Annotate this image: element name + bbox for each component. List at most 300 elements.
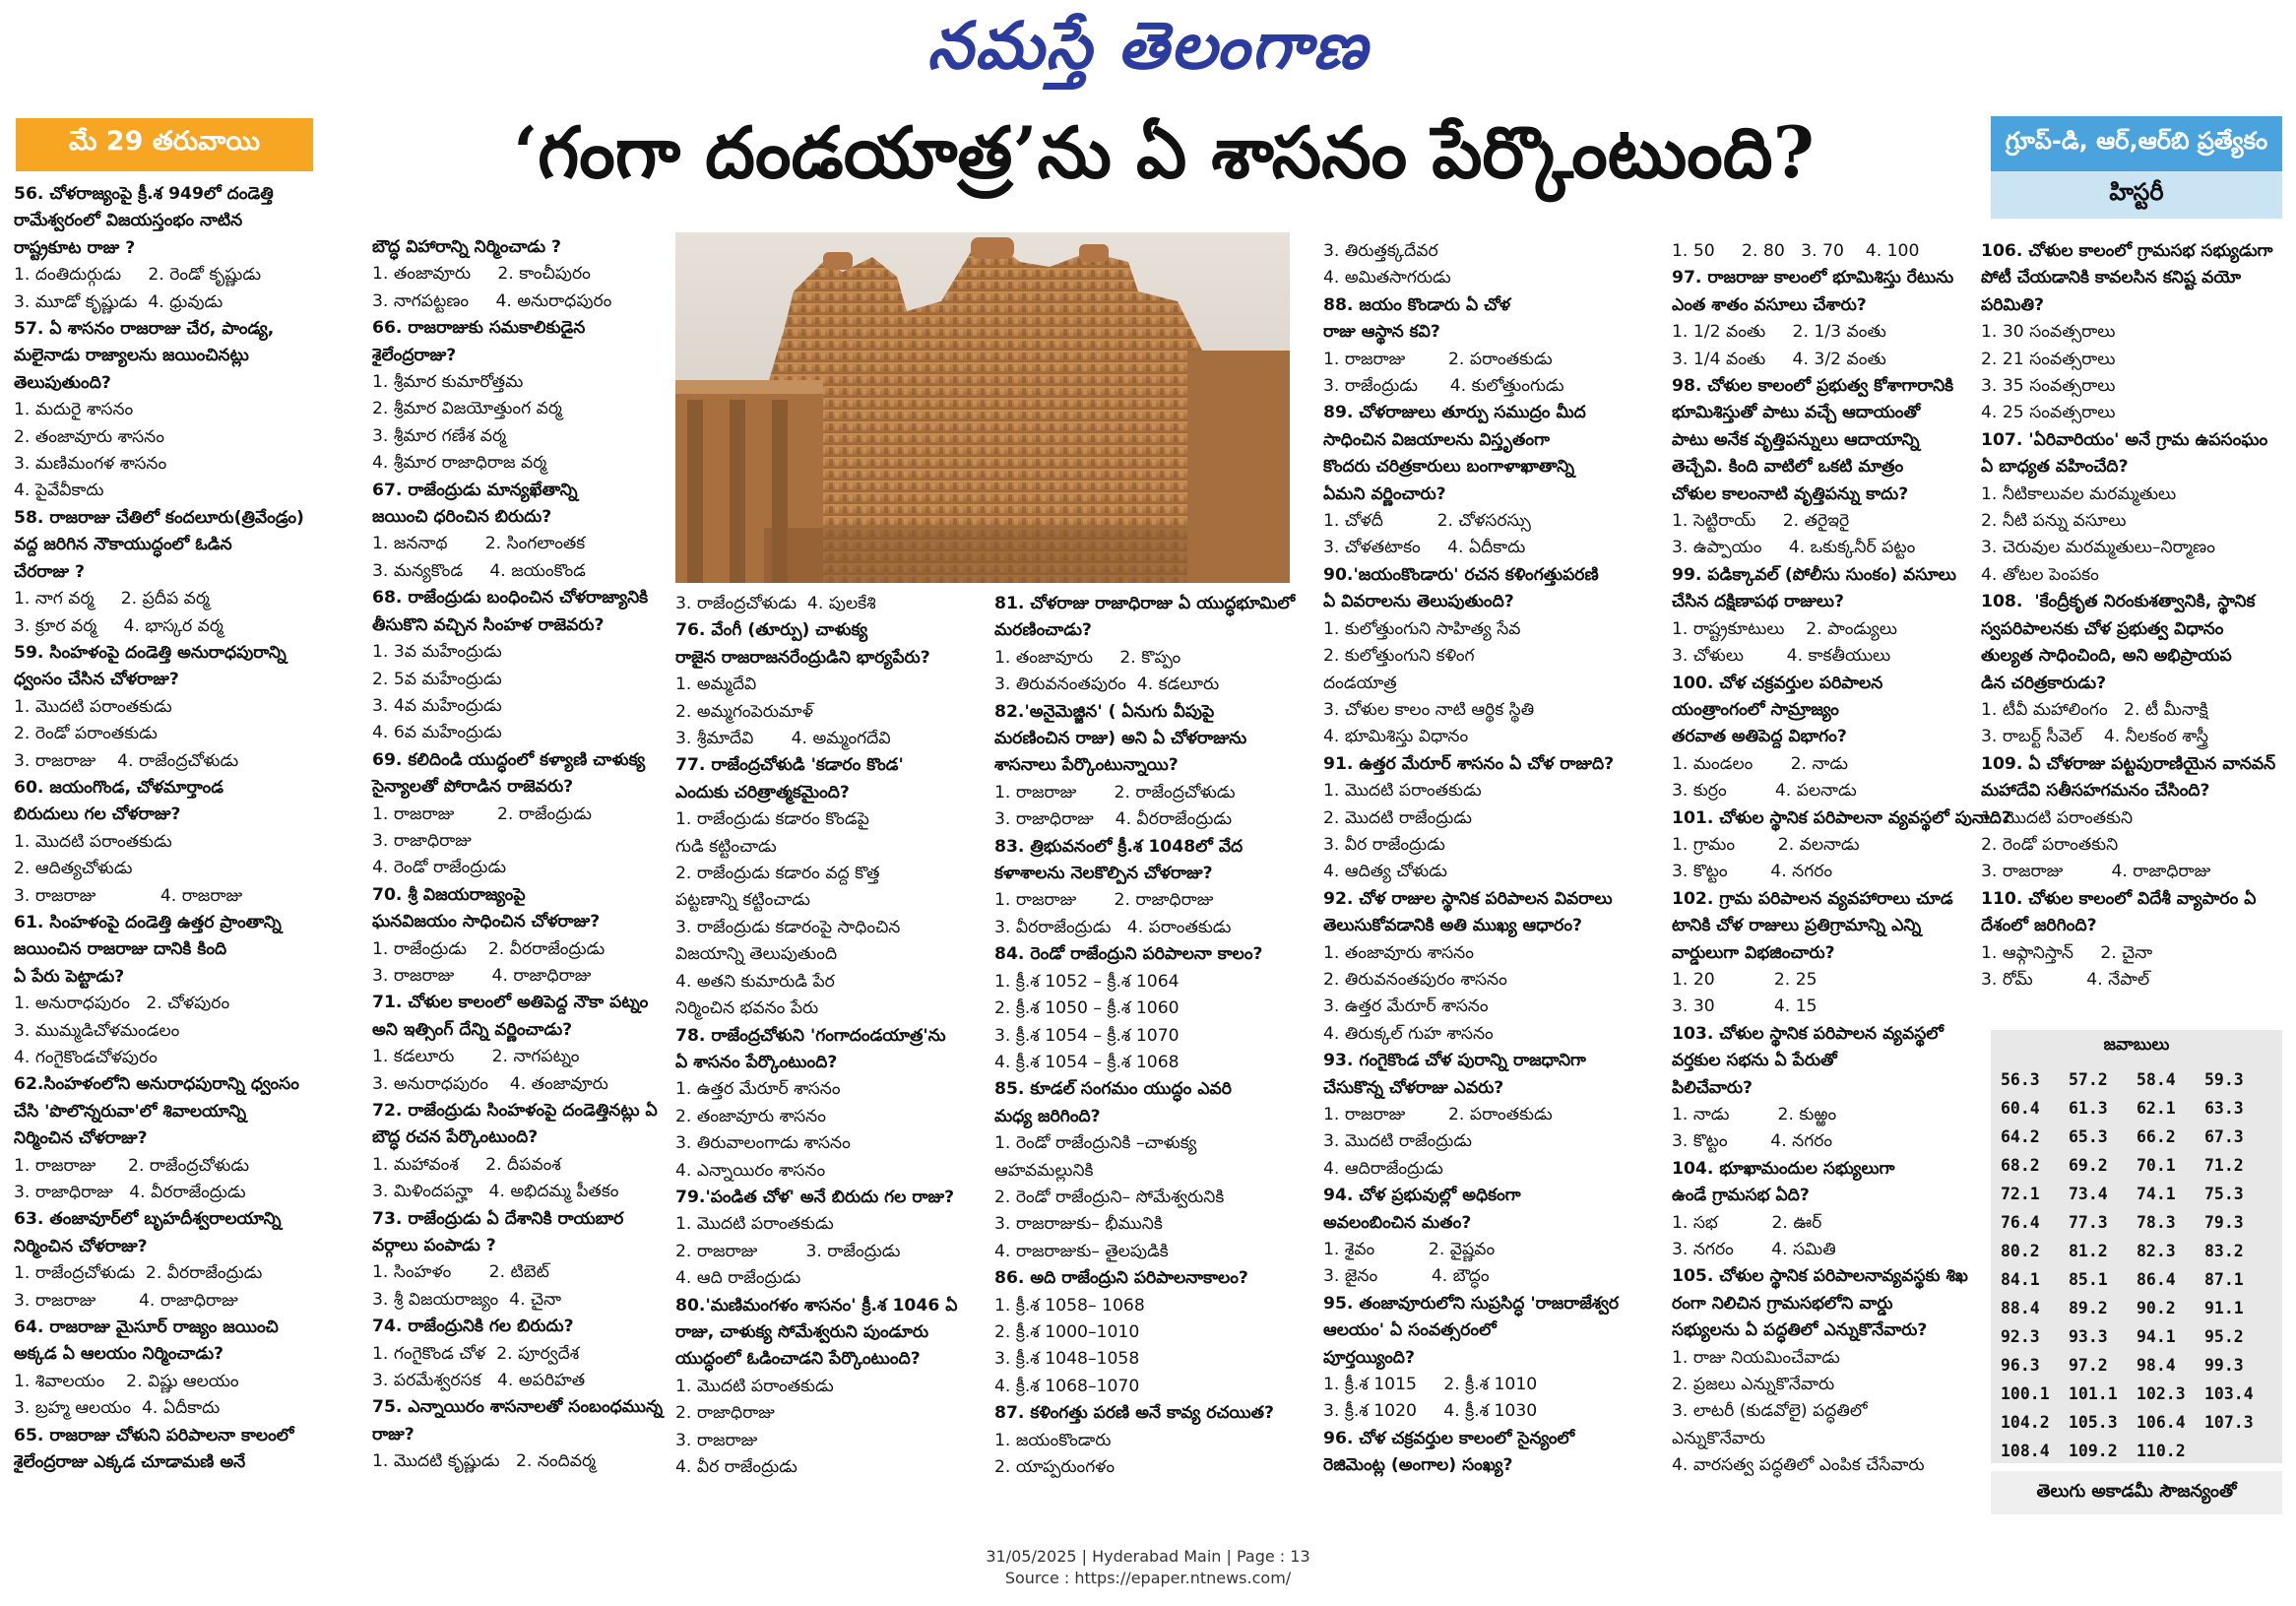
option-text-line: 3. రోమ్ 4. నేపాల్ — [1981, 969, 2150, 990]
question-text-line: తెచ్చేవి. కింది వాటిలో ఒకటి మాత్రం — [1672, 457, 1904, 478]
answer-cell: 83.2 — [2204, 1242, 2244, 1260]
answer-cell: 106.4 — [2137, 1413, 2186, 1432]
option-text-line: 2. తంజావూరు శాసనం — [14, 426, 164, 447]
option-text-line: 3. క్రీ.శ 1054 – క్రీ.శ 1070 — [994, 1025, 1180, 1046]
question-text-line: 87. కళింగత్తు పరణి అనే కావ్య రచయిత? — [994, 1403, 1274, 1424]
option-text-line: 1. రాజు నియమించేవాడు — [1672, 1347, 1840, 1368]
page-footer — [0, 1546, 2296, 1589]
option-text-line: 3. అనురాధపురం 4. తంజావూరు — [372, 1073, 608, 1094]
question-text-line: బిరుదులు గల చోళరాజు? — [14, 804, 181, 825]
option-text-line: 2. రెండో పరాంతకుని — [1981, 834, 2119, 855]
continuation-tag: మే 29 తరువాయి — [16, 118, 313, 171]
answer-cell: 96.3 — [2001, 1356, 2040, 1375]
question-text-line: 110. చోళుల కాలంలో విదేశీ వ్యాపారం ఏ — [1981, 888, 2257, 909]
option-text-line: 3. తిరువాలంగాడు శాసనం — [675, 1133, 851, 1154]
option-text-line: 2. ప్రజలు ఎన్నుకొనేవారు — [1672, 1375, 1835, 1395]
answer-cell: 105.3 — [2069, 1413, 2118, 1432]
question-text-line: బౌద్ధ విహారాన్ని నిర్మించాడు ? — [372, 237, 562, 257]
option-text-line: 2. శ్రీమార విజయోత్తుంగ వర్మ — [372, 399, 562, 419]
question-text-line: 102. గ్రామ పరిపాలన వ్యవహారాలు చూడ — [1672, 888, 1953, 909]
question-text-line: చోళుల కాలంనాటి వృత్తిపన్ను కాదు? — [1672, 483, 1909, 504]
question-text-line: రంగా నిలిచిన గ్రామసభలోని వార్డు — [1672, 1293, 1893, 1314]
footer-edition-line: 31/05/2025 | Hyderabad Main | Page : 13 — [986, 1547, 1310, 1566]
question-text-line: డిన చరిత్రకారుడు? — [1981, 673, 2107, 693]
question-text-line: 78. రాజేంద్రచోళుని 'గంగాదండయాత్ర'ను — [675, 1025, 946, 1046]
answer-cell: 66.2 — [2137, 1127, 2176, 1146]
option-text-line: 1. దంతిదుర్గుడు 2. రెండో కృష్ణుడు — [14, 265, 262, 286]
answer-cell: 62.1 — [2137, 1099, 2176, 1118]
option-text-line: 3. 35 సంవత్సరాలు — [1981, 376, 2116, 397]
question-text-line: మలైనాడు రాజ్యాలను జయించినట్లు — [14, 346, 249, 366]
question-column-1 — [14, 181, 358, 1477]
question-text-line: వర్తకుల సభను ఏ పేరుతో — [1672, 1051, 1837, 1071]
answer-cell: 77.3 — [2069, 1213, 2108, 1232]
question-text-line: 79.'పండిత చోళ' అనే బిరుదు గల రాజు? — [675, 1187, 955, 1207]
question-text-line: 61. సింహళంపై దండెత్తి ఉత్తర ప్రాంతాన్ని — [14, 912, 282, 932]
option-text-line: 3. మూడో కృష్ణుడు 4. ధ్రువుడు — [14, 291, 223, 312]
answer-cell: 107.3 — [2204, 1413, 2254, 1432]
option-text-line: 2. కులోత్తుంగుని కళింగ — [1323, 646, 1475, 667]
option-text-line: 1. అమ్మదేవి — [675, 675, 757, 695]
option-text-line: 1. 50 2. 80 3. 70 4. 100 — [1672, 241, 1920, 261]
answer-cell: 101.1 — [2069, 1384, 2118, 1403]
question-text-line: 95. తంజావూరులోని సుప్రసిద్ధ 'రాజరాజేశ్వర — [1323, 1293, 1620, 1314]
question-text-line: 85. కూడల్ సంగమం యుద్ధం ఎవరి — [994, 1079, 1232, 1100]
answer-cell: 68.2 — [2001, 1156, 2040, 1175]
question-text-line: 109. ఏ చోళరాజు పట్టపురాణియైన వానవన్ — [1981, 753, 2276, 774]
question-text-line: 89. చోళరాజులు తూర్పు సముద్రం మీద — [1323, 403, 1586, 423]
question-column-4 — [994, 591, 1309, 1481]
question-text-line: తీసుకొని వచ్చిన సింహళ రాజెవరు? — [372, 614, 605, 635]
option-text-line: ఆహవమల్లునికి — [994, 1160, 1094, 1181]
option-text-line: 3. రాబర్ట్ సీవెల్ 4. నీలకంఠ శాస్త్రీ — [1981, 727, 2208, 747]
question-text-line: తెలుపుతుంది? — [14, 372, 111, 393]
question-text-line: 64. రాజరాజు మైసూర్ రాజ్యం జయించి — [14, 1317, 279, 1338]
question-text-line: యుద్ధంలో ఓడించాడని పేర్కొంటుంది? — [675, 1349, 921, 1370]
option-text-line: 1. చోళదీ 2. చోళసరస్సు — [1323, 511, 1531, 532]
option-text-line: 3. మొదటి రాజేంద్రుడు — [1323, 1131, 1472, 1152]
option-text-line: 2. మొదటి రాజేంద్రుడు — [1323, 807, 1472, 828]
question-text-line: 98. చోళుల కాలంలో ప్రభుత్వ కోశాగారానికి — [1672, 376, 1954, 397]
option-text-line: 3. రాజేంద్రుడు కడారంపై సాధించిన — [675, 917, 901, 937]
option-text-line: 1. రాష్ట్రకూటులు 2. పాండ్యులు — [1672, 618, 1897, 639]
answer-cell: 108.4 — [2001, 1442, 2050, 1460]
option-text-line: 3. వీర రాజేంద్రుడు — [1323, 834, 1445, 855]
answer-cell: 102.3 — [2137, 1384, 2186, 1403]
option-text-line: 3. రాజాధిరాజు — [372, 830, 472, 851]
question-text-line: 86. అది రాజేంద్రుని పరిపాలనాకాలం? — [994, 1268, 1248, 1289]
option-text-line: 2. క్రీ.శ 1050 – క్రీ.శ 1060 — [994, 998, 1180, 1019]
option-text-line: ఎన్నుకొనేవారు — [1672, 1428, 1765, 1448]
answer-key-grid — [1991, 1063, 2282, 1467]
question-text-line: 84. రెండో రాజేంద్రుని పరిపాలనా కాలం? — [994, 944, 1263, 965]
option-text-line: 1. మొదటి పరాంతకుని — [1981, 807, 2134, 828]
option-text-line: 1. ఆఫ్గానిస్తాన్ 2. చైనా — [1981, 942, 2153, 963]
answer-cell: 76.4 — [2001, 1213, 2040, 1232]
question-text-line: 71. చోళుల కాలంలో అతిపెద్ద నౌకా పట్నం — [372, 993, 649, 1013]
question-text-line: 60. జయంగొండ, చోళమార్తాండ — [14, 777, 223, 798]
option-text-line: 3. శ్రీమాదేవి 4. అమ్మంగదేవి — [675, 729, 891, 749]
question-text-line: వార్డులుగా విభజించారు? — [1672, 942, 1835, 963]
question-text-line: 70. శ్రీ విజయరాజ్యంపై — [372, 884, 526, 905]
option-text-line: 1. కడలూరు 2. నాగపట్నం — [372, 1047, 580, 1067]
option-text-line: నిర్మించిన భవనం పేరు — [675, 998, 819, 1019]
question-text-line: ఎందుకు చరిత్రాత్మకమైంది? — [675, 782, 850, 803]
answer-cell: 78.3 — [2137, 1213, 2176, 1232]
answer-cell: 85.1 — [2069, 1270, 2108, 1289]
answer-cell: 90.2 — [2137, 1299, 2176, 1317]
question-text-line: శాసనాలు పేర్కొంటున్నాయి? — [994, 755, 1179, 776]
option-text-line: 1. రాజరాజు 2. రాజేంద్రుడు — [372, 803, 592, 824]
question-text-line: అని ఇత్సింగ్ దేన్ని వర్ణించాడు? — [372, 1019, 573, 1040]
question-text-line: రాజు, చాళుక్య సోమేశ్వరుని పుండూరు — [675, 1321, 929, 1342]
option-text-line: 4. గంగైకొండచోళపురం — [14, 1048, 158, 1067]
answer-cell: 63.3 — [2204, 1099, 2244, 1118]
answer-cell: 67.3 — [2204, 1127, 2244, 1146]
question-text-line: కళాశాలను నెలకొల్పిన చోళరాజు? — [994, 864, 1213, 884]
answer-key-box — [1991, 1030, 2282, 1463]
answer-cell: 64.2 — [2001, 1127, 2040, 1146]
answer-cell: 110.2 — [2137, 1442, 2186, 1460]
answer-cell: 99.3 — [2204, 1356, 2244, 1375]
question-text-line: ధ్వంసం చేసిన చోళరాజు? — [14, 670, 179, 690]
question-text-line: 77. రాజేంద్రచోళుడి 'కడారం కొండ' — [675, 755, 904, 776]
answer-key-title: జవాబులు — [2103, 1035, 2170, 1055]
question-text-line: 105. చోళుల స్థానిక పరిపాలనావ్యవస్థకు శిఖ — [1672, 1266, 1968, 1287]
question-text-line: 56. చోళరాజ్యంపై క్రీ.శ 949లో దండెత్తి — [14, 184, 274, 204]
option-text-line: 3. క్రూర వర్మ 4. భాస్కర వర్మ — [14, 615, 223, 636]
option-text-line: 4. అతని కుమారుడి పేర — [675, 971, 835, 992]
option-text-line: 1. సెట్టిరాయ్ 2. తరైఇరై — [1672, 511, 1850, 532]
option-text-line: 1. 30 సంవత్సరాలు — [1981, 322, 2116, 343]
option-text-line: 3. రాజరాజు — [675, 1430, 758, 1450]
answer-cell: 88.4 — [2001, 1299, 2040, 1317]
answer-cell: 84.1 — [2001, 1270, 2040, 1289]
option-text-line: 3. బ్రహ్మ ఆలయం 4. ఏదీకాదు — [14, 1398, 221, 1419]
option-text-line: 3. శ్రీమార గణేశ వర్మ — [372, 425, 507, 446]
question-text-line: చేసుకొన్న చోళరాజు ఎవరు? — [1323, 1077, 1504, 1098]
answer-cell: 93.3 — [2069, 1327, 2108, 1346]
question-text-line: కొందరు చరిత్రకారులు బంగాళాఖాతాన్ని — [1323, 457, 1575, 478]
section-label-bottom: హిస్టరీ — [1991, 171, 2282, 219]
option-text-line: 1. 1/2 వంతు 2. 1/3 వంతు — [1672, 322, 1886, 343]
question-text-line: రామేశ్వరంలో విజయస్తంభం నాటిన — [14, 211, 243, 231]
question-text-line: శైలేంద్రరాజు ఎక్కడ చూడామణి అనే — [14, 1452, 246, 1473]
answer-cell: 98.4 — [2137, 1356, 2176, 1375]
option-text-line: 1. రాజరాజు 2. పరాంతకుడు — [1323, 1105, 1553, 1124]
question-text-line: మరణించిన రాజు) అని ఏ చోళరాజును — [994, 729, 1247, 749]
answer-cell: 94.1 — [2137, 1327, 2176, 1346]
option-text-line: 4. 6వ మహేంద్రుడు — [372, 723, 502, 743]
question-text-line: 104. భూఖామందుల సభ్యులుగా — [1672, 1158, 1895, 1179]
answer-cell: 59.3 — [2204, 1070, 2244, 1089]
question-text-line: అవలంబించిన మతం? — [1323, 1212, 1472, 1233]
question-text-line: 66. రాజరాజుకు సమకాలికుడైన — [372, 318, 586, 339]
question-text-line: 90.'జయంకొండారు' రచన కళింగత్తుపరణి — [1323, 564, 1599, 585]
question-text-line: సాధించిన విజయాలను విస్తృతంగా — [1323, 429, 1550, 450]
option-text-line: 1. నీటికాలువల మరమ్మతులు — [1981, 483, 2177, 504]
question-text-line: భూమిశిస్తుతో పాటు వచ్చే ఆదాయంతో — [1672, 403, 1921, 423]
question-text-line: అక్కడ ఏ ఆలయం నిర్మించాడు? — [14, 1344, 224, 1365]
question-column-6 — [1672, 238, 2011, 1480]
question-text-line: 72. రాజేంద్రుడు సింహళంపై దండెత్తినట్లు ఏ — [372, 1101, 658, 1121]
question-text-line: 73. రాజేంద్రుడు ఏ దేశానికి రాయబార — [372, 1208, 624, 1229]
question-text-line: 92. చోళ రాజుల స్థానిక పరిపాలన వివరాలు — [1323, 888, 1613, 909]
question-text-line: రాష్ట్రకూట రాజు ? — [14, 237, 136, 258]
question-text-line: నిర్మించిన చోళరాజు? — [14, 1128, 148, 1149]
option-text-line: 1. ఉత్తర మేరూర్ శాసనం — [675, 1079, 841, 1100]
answer-cell: 86.4 — [2137, 1270, 2176, 1289]
question-text-line: మరణించాడు? — [994, 620, 1092, 641]
option-text-line: 4. క్రీ.శ 1054 – క్రీ.శ 1068 — [994, 1052, 1180, 1072]
option-text-line: 1. రాజరాజు 2. రాజేంద్రచోళుడు — [14, 1155, 250, 1176]
question-text-line: 74. రాజేంద్రునికి గల బిరుదు? — [372, 1317, 574, 1337]
question-text-line: 101. చోళుల స్థానిక పరిపాలనా వ్యవస్థలో పునాది? — [1672, 807, 2011, 828]
section-label-top: గ్రూప్-డి, ఆర్,ఆర్‌బి ప్రత్యేకం — [1991, 116, 2282, 171]
answer-cell: 73.4 — [2069, 1185, 2108, 1203]
question-text-line: రాజు ఆస్థాన కవి? — [1323, 322, 1440, 343]
question-text-line: పరిమితి? — [1981, 294, 2045, 315]
option-text-line: పట్టణాన్ని కట్టించాడు — [675, 890, 810, 911]
question-text-line: 81. చోళరాజు రాజాధిరాజు ఏ యుద్ధభూమిలో — [994, 594, 1296, 613]
question-text-line: చేరరాజు ? — [14, 561, 85, 582]
option-text-line: 3. పరమేశ్వరసక 4. అపరిహత — [372, 1371, 586, 1391]
answer-cell: 60.4 — [2001, 1099, 2040, 1118]
option-text-line: 1. శైవం 2. వైష్ణవం — [1323, 1240, 1496, 1260]
question-text-line: ఏ పేరు పెట్టాడు? — [14, 966, 125, 987]
option-text-line: 1. సింహళం 2. టిబెట్ — [372, 1262, 549, 1283]
question-text-line: తరవాత అతిపెద్ద విభాగం? — [1672, 727, 1847, 747]
question-text-line: ఏ వివరాలను తెలుపుతుంది? — [1323, 592, 1514, 612]
option-text-line: 1. నాగ వర్మ 2. ప్రదీప వర్మ — [14, 589, 210, 610]
option-text-line: 3. రాజరాజు 4. రాజాధిరాజు — [372, 965, 592, 986]
question-text-line: స్వపరిపాలనకు చోళ ప్రభుత్వ విధానం — [1981, 618, 2224, 639]
option-text-line: 1. మొదటి పరాంతకుడు — [14, 831, 172, 852]
option-text-line: 1. మొదటి కృష్ణుడు 2. నందివర్మ — [372, 1451, 596, 1472]
option-text-line: 3. ముమ్మడిచోళమండలం — [14, 1020, 180, 1041]
option-text-line: 1. 20 2. 25 — [1672, 969, 1818, 990]
question-text-line: 62.సింహళంలోని అనురాధపురాన్ని ధ్వంసం — [14, 1074, 299, 1095]
question-column-7 — [1981, 238, 2286, 994]
option-text-line: 4. క్రీ.శ 1068–1070 — [994, 1376, 1140, 1396]
option-text-line: 2. రాజేంద్రుడు కడారం వద్ద కొత్త — [675, 864, 880, 884]
option-text-line: 3. క్రీ.శ 1048–1058 — [994, 1349, 1140, 1370]
option-text-line: 4. ఆదిరాజేంద్రుడు — [1323, 1158, 1443, 1179]
answer-cell: 72.1 — [2001, 1185, 2040, 1203]
answer-cell: 79.3 — [2204, 1213, 2244, 1232]
question-text-line: పోటీ చేయడానికి కావలసిన కనిష్ట వయో — [1981, 268, 2241, 289]
option-text-line: 3. ఉప్పాయం 4. ఒకుక్కనీర్ పట్టం — [1672, 538, 1916, 558]
option-text-line: 1. క్రీ.శ 1058– 1068 — [994, 1295, 1145, 1316]
option-text-line: 3. వీరరాజేంద్రుడు 4. పరాంతకుడు — [994, 917, 1232, 937]
option-text-line: 1. క్రీ.శ 1015 2. క్రీ.శ 1010 — [1323, 1375, 1538, 1395]
option-text-line: 1. 3వ మహేంద్రుడు — [372, 642, 502, 663]
option-text-line: 3. కుర్రం 4. పలనాడు — [1672, 781, 1857, 802]
option-text-line: 4. అమితసాగరుడు — [1323, 268, 1451, 289]
option-text-line: 1. సభ 2. ఊర్ — [1672, 1212, 1822, 1233]
option-text-line: 2. అమ్మగంపెరుమాళ్ — [675, 701, 813, 722]
question-text-line: 108. 'కేంద్రీకృత నిరంకుశత్వానికి, స్థానిక — [1981, 592, 2256, 612]
temple-photo — [675, 232, 1290, 583]
option-text-line: 1. రాజేంద్రచోళుడు 2. వీరరాజేంద్రుడు — [14, 1263, 263, 1284]
question-text-line: 63. తంజావూర్‌లో బృహదీశ్వరాలయాన్ని — [14, 1209, 282, 1230]
option-text-line: 3. రాజరాజు 4. రాజరాజు — [14, 885, 243, 906]
answer-cell: 91.1 — [2204, 1299, 2244, 1317]
option-text-line: 3. చోళులు 4. కాకతీయులు — [1672, 646, 1891, 667]
option-text-line: 3. క్రీ.శ 1020 4. క్రీ.శ 1030 — [1323, 1401, 1538, 1422]
question-text-line: 83. త్రిభువనంలో క్రీ.శ 1048లో వేద — [994, 836, 1244, 857]
option-text-line: 4. వీర రాజేంద్రుడు — [675, 1457, 797, 1477]
option-text-line: 3. రాజరాజు 4. రాజాధిరాజు — [14, 1290, 238, 1311]
question-text-line: మధ్య జరిగింది? — [994, 1106, 1101, 1126]
option-text-line: 2. 5వ మహేంద్రుడు — [372, 669, 502, 689]
answer-cell: 104.2 — [2001, 1413, 2050, 1432]
footer-source-line: Source : https://epaper.ntnews.com/ — [1004, 1569, 1292, 1587]
question-text-line: పాటు అనేక వృత్తిపన్నులు ఆదాయాన్ని — [1672, 429, 1920, 450]
option-text-line: 4. ఎన్నాయిరం శాసనం — [675, 1160, 826, 1181]
option-text-line: 1. గంగైకొండ చోళ 2. పూర్వదేశ — [372, 1343, 580, 1364]
option-text-line: 2. రెండో పరాంతకుడు — [14, 724, 158, 744]
question-text-line: 100. చోళ చక్రవర్తుల పరిపాలన — [1672, 673, 1883, 693]
option-text-line: 1. రెండో రాజేంద్రునికి –చాళుక్య — [994, 1133, 1197, 1154]
question-text-line: తుల్యత సాధించింది, అని అభిప్రాయప — [1981, 646, 2232, 667]
question-column-2 — [372, 234, 692, 1476]
option-text-line: 3. మిళిందపన్హా 4. అభిదమ్మ పీతకం — [372, 1182, 619, 1202]
answer-cell: 81.2 — [2069, 1242, 2108, 1260]
option-text-line: 1. గ్రామం 2. వలనాడు — [1672, 834, 1860, 855]
question-text-line: బౌద్ధ రచన పేర్కొంటుంది? — [372, 1127, 539, 1148]
option-text-line: 1. మొదటి పరాంతకుడు — [1323, 781, 1482, 802]
option-text-line: 4. వారసత్వ పద్ధతిలో ఎంపిక చేసేవారు — [1672, 1455, 1925, 1476]
question-text-line: 106. చోళుల కాలంలో గ్రామసభ సభ్యుడుగా — [1981, 241, 2273, 261]
answer-cell: 74.1 — [2137, 1185, 2176, 1203]
question-text-line: జయించి ధరించిన బిరుదు? — [372, 507, 552, 528]
option-text-line: 1. రాజరాజు 2. పరాంతకుడు — [1323, 349, 1553, 369]
answer-cell: 103.4 — [2204, 1384, 2254, 1403]
answer-cell: 70.1 — [2137, 1156, 2176, 1175]
question-text-line: మహాదేవి సతీసహగమనం చేసింది? — [1981, 781, 2210, 802]
option-text-line: 4. శ్రీమార రాజాధిరాజ వర్మ — [372, 453, 547, 474]
option-text-line: 2. క్రీ.శ 1000–1010 — [994, 1321, 1140, 1342]
question-text-line: దేశంలో జరిగింది? — [1981, 916, 2097, 936]
option-text-line: 3. రాజాధిరాజు 4. వీరరాజేంద్రుడు — [14, 1183, 246, 1203]
option-text-line: 1. రాజరాజు 2. రాజాధిరాజు — [994, 890, 1214, 911]
answer-cell: 92.3 — [2001, 1327, 2040, 1346]
answer-cell: 97.2 — [2069, 1356, 2108, 1375]
question-text-line: ఆలయం' ఏ సంవత్సరంలో — [1323, 1320, 1497, 1341]
option-text-line: 3. చోళతటాకం 4. ఏదీకాదు — [1323, 538, 1526, 558]
question-text-line: 88. జయం కొండారు ఏ చోళ — [1323, 294, 1511, 315]
option-text-line: 4. తిరుక్కల్ గుహ శాసనం — [1323, 1023, 1494, 1044]
option-text-line: 1. మదురై శాసనం — [14, 400, 134, 420]
option-text-line: 1. శ్రీమార కుమారోత్తమ — [372, 372, 524, 393]
question-text-line: 75. ఎన్నాయిరం శాసనాలతో సంబంధమున్న — [372, 1397, 664, 1418]
question-text-line: 91. ఉత్తర మేరూర్ శాసనం ఏ చోళ రాజుది? — [1323, 753, 1615, 774]
option-text-line: దండయాత్ర — [1323, 673, 1397, 693]
option-text-line: 1. శివాలయం 2. విష్ణు ఆలయం — [14, 1371, 239, 1391]
option-text-line: 2. రెండో రాజేంద్రుని– సోమేశ్వరునికి — [994, 1187, 1225, 1207]
answer-cell: 100.1 — [2001, 1384, 2050, 1403]
option-text-line: 4. 25 సంవత్సరాలు — [1981, 403, 2116, 423]
option-text-line: 1. తంజావూరు 2. కొప్పం — [994, 647, 1181, 668]
question-text-line: వద్ద జరిగిన నౌకాయుద్ధంలో ఓడిన — [14, 535, 232, 555]
option-text-line: 1. రాజేంద్రుడు కడారం కొండపై — [675, 809, 869, 830]
question-text-line: 67. రాజేంద్రుడు మాన్యఖేతాన్ని — [372, 480, 578, 500]
option-text-line: 3. 30 4. 15 — [1672, 996, 1818, 1017]
option-text-line: 1. జననాథ 2. సింగలాంతక — [372, 534, 586, 554]
option-text-line: 4. రాజరాజుకు– తైలపుడికి — [994, 1241, 1169, 1261]
option-text-line: 2. రాజాధిరాజు — [675, 1403, 775, 1424]
question-text-line: 94. చోళ ప్రభువుల్లో అధికంగా — [1323, 1186, 1521, 1206]
question-text-line: ఏమని వర్ణించారు? — [1323, 483, 1446, 504]
question-text-line: 80.'మణిమంగళం శాసనం' క్రీ.శ 1046 ఏ — [675, 1295, 958, 1316]
answer-cell: 71.2 — [2204, 1156, 2244, 1175]
question-text-line: వర్గాలు పంపాడు ? — [372, 1236, 496, 1256]
option-text-line: 1. మహావంశ 2. దీపవంశ — [372, 1154, 561, 1175]
question-text-line: చేసిన దక్షిణాపథ రాజులు? — [1672, 592, 1844, 612]
option-text-line: 1. రాజరాజు 2. రాజేంద్రచోళుడు — [994, 782, 1236, 803]
question-text-line: 76. వేంగీ (తూర్పు) చాళుక్య — [675, 620, 868, 641]
question-text-line: ఎంత శాతం వసూలు చేశారు? — [1672, 294, 1867, 315]
option-text-line: 3. రాజాధిరాజు 4. వీరరాజేంద్రుడు — [994, 809, 1233, 830]
question-text-line: ఉండే గ్రామసభ ఏది? — [1672, 1186, 1810, 1206]
answer-cell: 95.2 — [2204, 1327, 2244, 1346]
question-text-line: పూర్తయ్యింది? — [1323, 1347, 1415, 1368]
question-text-line: 96. చోళ చక్రవర్తుల కాలంలో సైన్యంలో — [1323, 1428, 1575, 1448]
question-text-line: రాజైన రాజరాజనరేంద్రుడిని భార్యపేరు? — [675, 647, 930, 668]
question-text-line: పిలిచేవారు? — [1672, 1077, 1754, 1098]
option-text-line: 3. తిరువనంతపురం 4. కడలూరు — [994, 675, 1220, 695]
option-text-line: 4. పైవేవీకాదు — [14, 481, 104, 501]
option-text-line: 3. 1/4 వంతు 4. 3/2 వంతు — [1672, 349, 1886, 369]
answer-cell: 69.2 — [2069, 1156, 2108, 1175]
answer-cell: 57.2 — [2069, 1070, 2108, 1089]
option-text-line: 3. నాగపట్టణం 4. అనురాధపురం — [372, 290, 612, 311]
option-text-line: 4. భూమిశిస్తు విధానం — [1323, 727, 1469, 747]
option-text-line: 4. ఆదిత్య చోళుడు — [1323, 862, 1447, 882]
option-text-line: 3. 4వ మహేంద్రుడు — [372, 695, 502, 716]
option-text-line: 1. జయంకొండారు — [994, 1430, 1112, 1450]
option-text-line: 2. నీటి పన్ను వసూలు — [1981, 511, 2127, 532]
option-text-line: 2. తంజావూరు శాసనం — [675, 1106, 826, 1126]
option-text-line: 2. తిరువనంతపురం శాసనం — [1323, 969, 1507, 990]
option-text-line: గుడి కట్టించాడు — [675, 836, 777, 857]
option-text-line: 1. మొదటి పరాంతకుడు — [675, 1376, 834, 1396]
question-text-line: ఘనవిజయం సాధించిన చోళరాజు? — [372, 912, 601, 932]
masthead-logo: నమస్తే తెలంగాణ — [926, 7, 1370, 84]
option-text-line: 2. యాప్పరుంగళం — [994, 1457, 1116, 1477]
option-text-line: 4. తోటల పెంపకం — [1981, 564, 2099, 585]
option-text-line: 3. రాజేంద్రచోళుడు 4. పులకేశి — [675, 594, 876, 613]
option-text-line: 1. మొదటి పరాంతకుడు — [14, 696, 172, 717]
question-text-line: 99. పడిక్కావల్ (పోలీసు సుంకం) వసూలు — [1672, 564, 1956, 585]
question-text-line: 57. ఏ శాసనం రాజరాజు చేర, పాండ్య, — [14, 319, 275, 340]
answer-cell: 80.2 — [2001, 1242, 2040, 1260]
option-text-line: 3. లాటరీ (కుడవోలై) పద్ధతిలో — [1672, 1401, 1868, 1422]
page-headline: ‘గంగా దండయాత్ర’ను ఏ శాసనం పేర్కొంటుంది? — [513, 110, 1815, 194]
option-text-line: 2. ఆదిత్యచోళుడు — [14, 859, 133, 879]
option-text-line: 3. రాజరాజు 4. రాజాధిరాజు — [1981, 862, 2211, 882]
option-text-line: విజయాన్ని తెలుపుతుంది — [675, 944, 838, 965]
temple-illustration — [675, 232, 1290, 583]
option-text-line: 3. ఉత్తర మేరూర్ శాసనం — [1323, 996, 1489, 1017]
question-text-line: 58. రాజరాజు చేతిలో కందలూరు(త్రివేండ్రం) — [14, 507, 304, 528]
answer-cell: 75.3 — [2204, 1185, 2244, 1203]
option-text-line: 3. చెరువుల మరమ్మతులు–నిర్మాణం — [1981, 538, 2215, 558]
answer-cell: 61.3 — [2069, 1099, 2108, 1118]
option-text-line: 3. రాజరాజు 4. రాజేంద్రచోళుడు — [14, 750, 239, 771]
question-text-line: శైలేంద్రరాజు? — [372, 345, 457, 365]
